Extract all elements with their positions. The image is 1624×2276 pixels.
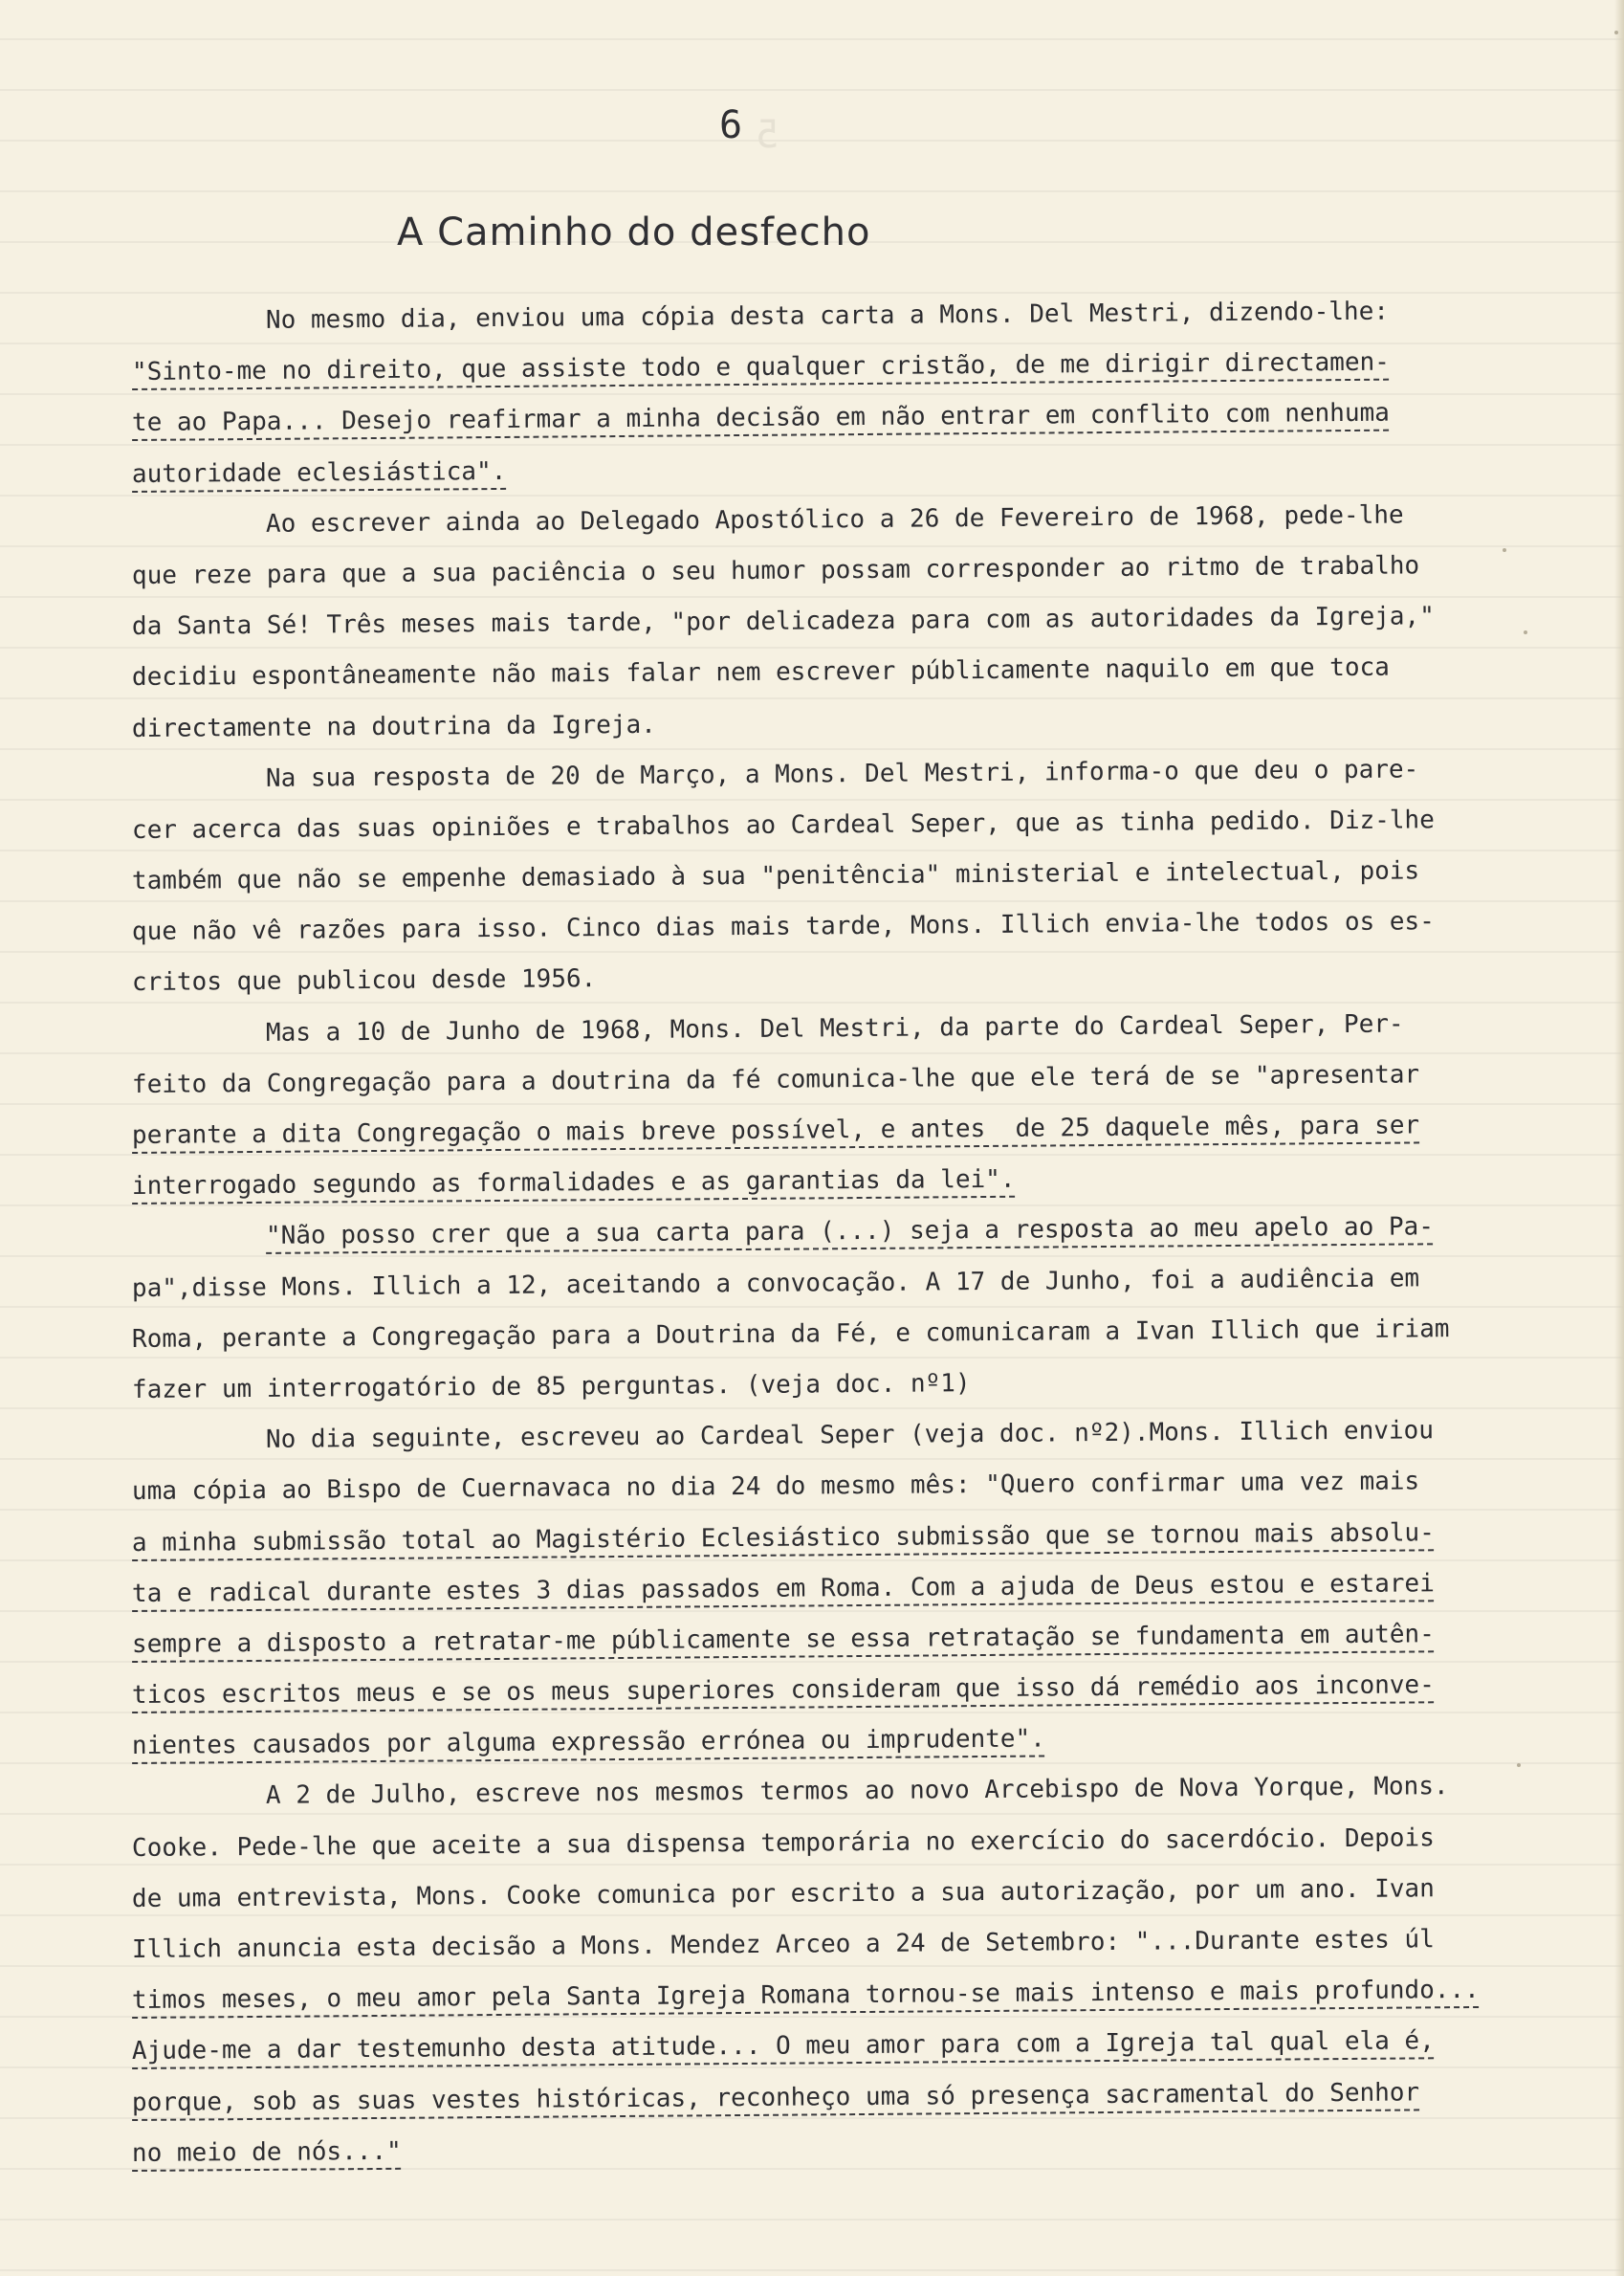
text-line: No mesmo dia, enviou uma cópia desta carta a Mons. Del Mestri, dizendo-lhe:	[265, 297, 1390, 335]
text-line: critos que publicou desde 1956.	[131, 964, 597, 998]
text-line: ta e radical durante estes 3 dias passados em Roma. Com a ajuda de Deus estou e estarei	[131, 1568, 1435, 1608]
text-line: sempre a disposto a retratar-me públicamente se essa retratação se fundamenta em autên-	[131, 1620, 1435, 1659]
text-line: uma cópia ao Bispo de Cuernavaca no dia 24 do mesmo mês: "Quero confirmar uma vez mais	[131, 1467, 1420, 1507]
text-line: decidiu espontâneamente não mais falar nem escrever públicamente naquilo em que toca	[131, 652, 1390, 693]
text-line: nientes causados por alguma expressão errónea ou imprudente".	[131, 1724, 1045, 1761]
text-line: perante a dita Congregação o mais breve possível, e antes de 25 daquele mês, para ser	[131, 1111, 1420, 1150]
text-line: directamente na doutrina da Igreja.	[131, 710, 656, 743]
text-line: Na sua resposta de 20 de Março, a Mons. Del Mestri, informa-o que deu o pare-	[265, 755, 1419, 793]
text-line: da Santa Sé! Três meses mais tarde, "por delicadeza para com as autoridades da Igreja,"	[131, 602, 1435, 642]
ghost-page-number: 5	[756, 113, 779, 157]
text-line: autoridade eclesiástica".	[131, 456, 507, 489]
text-line: Ajude-me a dar testemunho desta atitude... O meu amor para com a Igreja tal qual ela é,	[131, 2026, 1435, 2066]
text-line: que não vê razões para isso. Cinco dias mais tarde, Mons. Illich envia-lhe todos os es-	[131, 907, 1435, 947]
text-line: "Não posso crer que a sua carta para (...) seja a resposta ao meu apelo ao Pa-	[265, 1212, 1435, 1251]
text-line: pa",disse Mons. Illich a 12, aceitando a convocação. A 17 de Junho, foi a audiência em	[131, 1263, 1420, 1303]
text-line: Illich anuncia esta decisão a Mons. Mendez Arceo a 24 de Setembro: "...Durante estes úl	[131, 1925, 1435, 1964]
paper-speck	[1503, 548, 1506, 552]
text-line: "Sinto-me no direito, que assiste todo e qualquer cristão, de me dirigir directamen-	[131, 347, 1390, 387]
text-line: a minha submissão total ao Magistério Eclesiástico submissão que se tornou mais absolu-	[131, 1517, 1435, 1558]
body-text	[132, 297, 1490, 2179]
page-number: 6	[719, 103, 743, 147]
text-line: ticos escritos meus e se os meus superiores consideram que isso dá remédio aos inconve-	[131, 1670, 1435, 1711]
text-line: cer acerca das suas opiniões e trabalhos ao Cardeal Seper, que as tinha pedido. Diz-lhe	[131, 806, 1435, 845]
text-line: Cooke. Pede-lhe que aceite a sua dispensa temporária no exercício do sacerdócio. Depois	[131, 1823, 1435, 1863]
text-line: de uma entrevista, Mons. Cooke comunica por escrito a sua autorização, por um ano. Ivan	[131, 1874, 1435, 1913]
text-line: te ao Papa... Desejo reafirmar a minha decisão em não entrar em conflito com nenhuma	[131, 399, 1390, 438]
text-line: No dia seguinte, escreveu ao Cardeal Seper (veja doc. nº2).Mons. Illich enviou	[265, 1416, 1435, 1455]
text-line: também que não se empenhe demasiado à sua "penitência" ministerial e intelectual, pois	[131, 856, 1420, 896]
text-line: interrogado segundo as formalidades e as garantias da lei".	[131, 1164, 1016, 1202]
text-line: feito da Congregação para a doutrina da fé comunica-lhe que ele terá de se "apresentar	[131, 1060, 1420, 1099]
section-heading: A Caminho do desfecho	[397, 210, 871, 254]
paper-speck	[1614, 31, 1618, 34]
paper-speck	[1517, 1763, 1521, 1767]
text-line: Mas a 10 de Junho de 1968, Mons. Del Mestri, da parte do Cardeal Seper, Per-	[265, 1009, 1404, 1048]
text-line: porque, sob as suas vestes históricas, reconheço uma só presença sacramental do Senhor	[131, 2077, 1420, 2117]
paper-speck	[1524, 630, 1527, 634]
text-line: fazer um interrogatório de 85 perguntas. (veja doc. nº1)	[131, 1369, 971, 1404]
text-line: que reze para que a sua paciência o seu humor possam corresponder ao ritmo de trabalho	[131, 551, 1420, 590]
text-line: A 2 de Julho, escreve nos mesmos termos ao novo Arcebispo de Nova Yorque, Mons.	[265, 1772, 1449, 1811]
text-line: Roma, perante a Congregação para a Doutrina da Fé, e comunicaram a Ivan Illich que iriam	[131, 1314, 1450, 1354]
text-line: timos meses, o meu amor pela Santa Igreja Romana tornou-se mais intenso e mais profundo...	[131, 1976, 1480, 2016]
text-line: Ao escrever ainda ao Delegado Apostólico a 26 de Fevereiro de 1968, pede-lhe	[265, 500, 1404, 539]
text-line: no meio de nós..."	[131, 2136, 402, 2168]
page-edge-shadow	[1614, 0, 1624, 2276]
